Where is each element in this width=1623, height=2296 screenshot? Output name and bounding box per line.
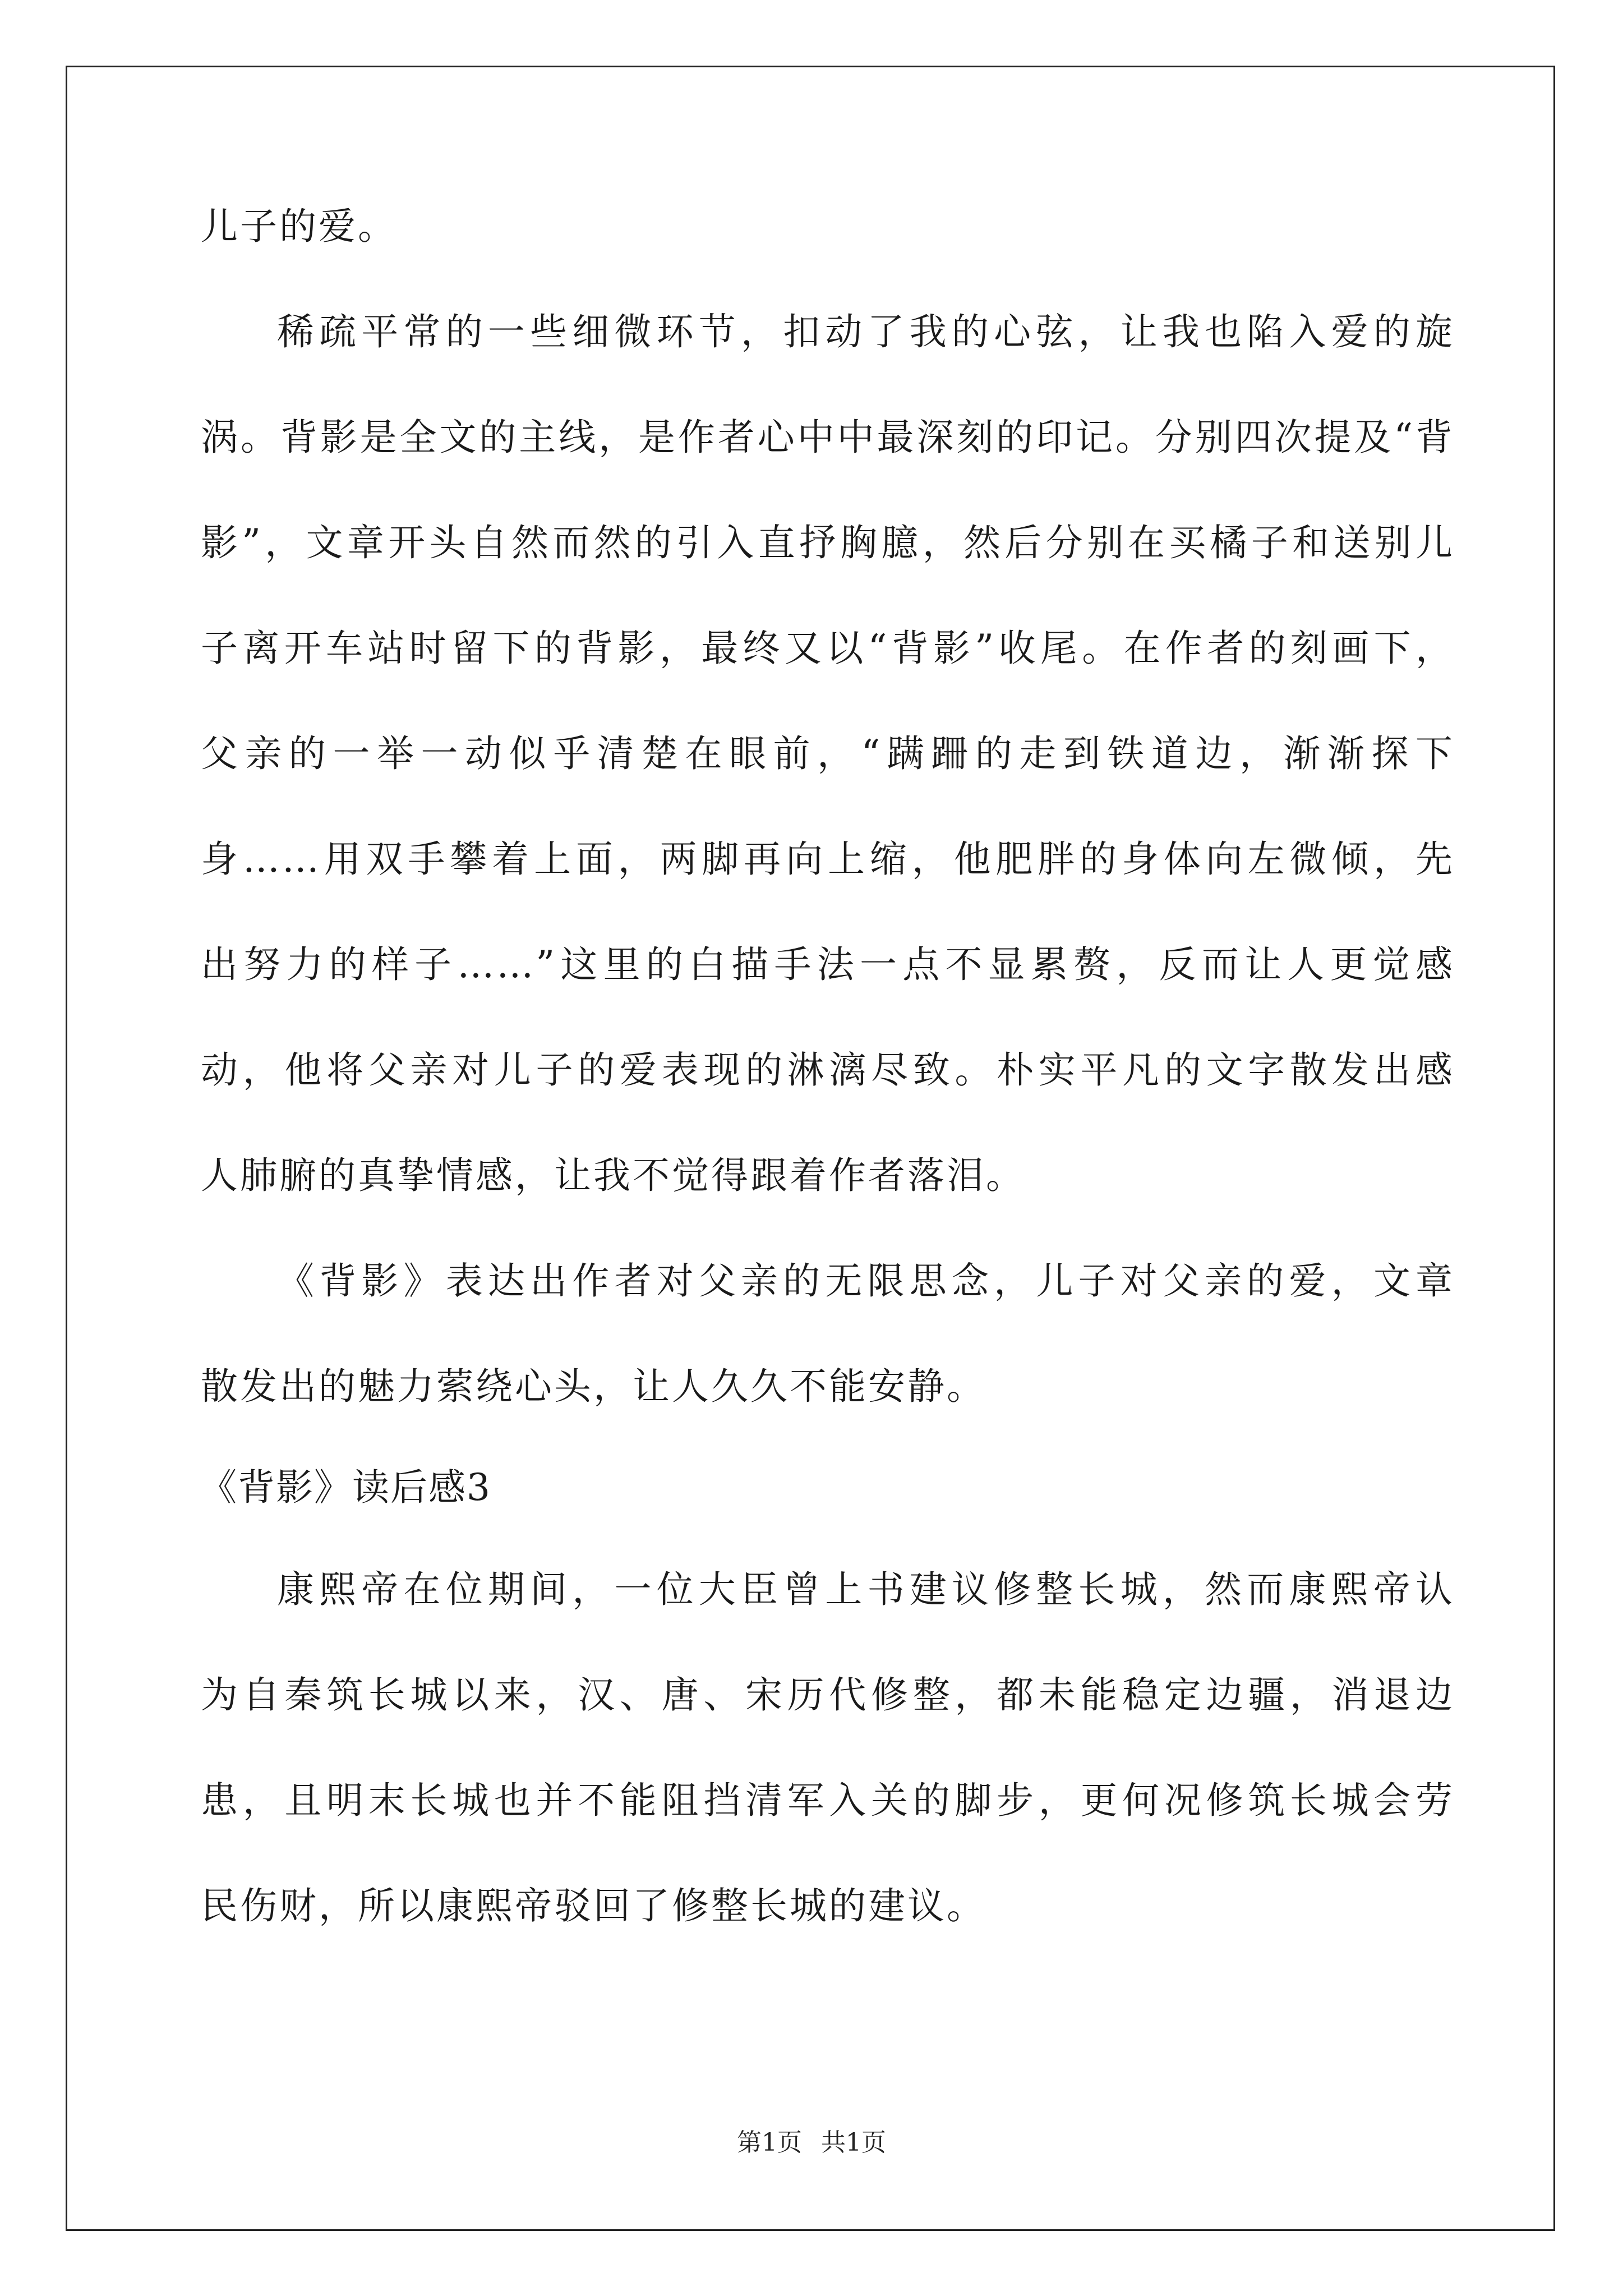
text-line: 《背影》表达出作者对父亲的无限思念，儿子对父亲的爱，文章 [277, 1259, 1455, 1303]
page-number: 第1页 [737, 2128, 802, 2157]
text-line: 父亲的一举一动似乎清楚在眼前，“蹒跚的走到铁道边，渐渐探下 [201, 732, 1455, 775]
text-line: 涡。背影是全文的主线，是作者心中中最深刻的印记。分别四次提及“背 [201, 416, 1455, 459]
text-line: 儿子的爱。 [201, 205, 397, 248]
text-line: 稀疏平常的一些细微环节，扣动了我的心弦，让我也陷入爱的旋 [277, 310, 1455, 353]
text-line: 患，且明末长城也并不能阻挡清军入关的脚步，更何况修筑长城会劳 [201, 1779, 1455, 1822]
page-total: 共1页 [821, 2128, 886, 2157]
text-line: 影”，文章开头自然而然的引入直抒胸臆，然后分别在买橘子和送别儿 [201, 521, 1455, 564]
text-line: 为自秦筑长城以来，汉、唐、宋历代修整，都未能稳定边疆，消退边 [201, 1673, 1455, 1717]
text-line: 散发出的魅力萦绕心头，让人久久不能安静。 [201, 1365, 986, 1408]
text-line: 身……用双手攀着上面，两脚再向上缩，他肥胖的身体向左微倾，先 [201, 838, 1455, 881]
section-heading: 《背影》读后感3 [200, 1466, 491, 1509]
text-line: 出努力的样子……”这里的白描手法一点不显累赘，反而让人更觉感 [201, 943, 1455, 986]
text-line: 动，他将父亲对儿子的爱表现的淋漓尽致。朴实平凡的文字散发出感 [201, 1048, 1455, 1092]
text-line: 子离开车站时留下的背影，最终又以“背影”收尾。在作者的刻画下， [201, 627, 1455, 670]
text-line: 康熙帝在位期间，一位大臣曾上书建议修整长城，然而康熙帝认 [277, 1568, 1455, 1611]
text-line: 民伤财，所以康熙帝驳回了修整长城的建议。 [201, 1884, 986, 1927]
page-footer [0, 2126, 1623, 2160]
text-line: 人肺腑的真挚情感，让我不觉得跟着作者落泪。 [201, 1154, 1025, 1197]
